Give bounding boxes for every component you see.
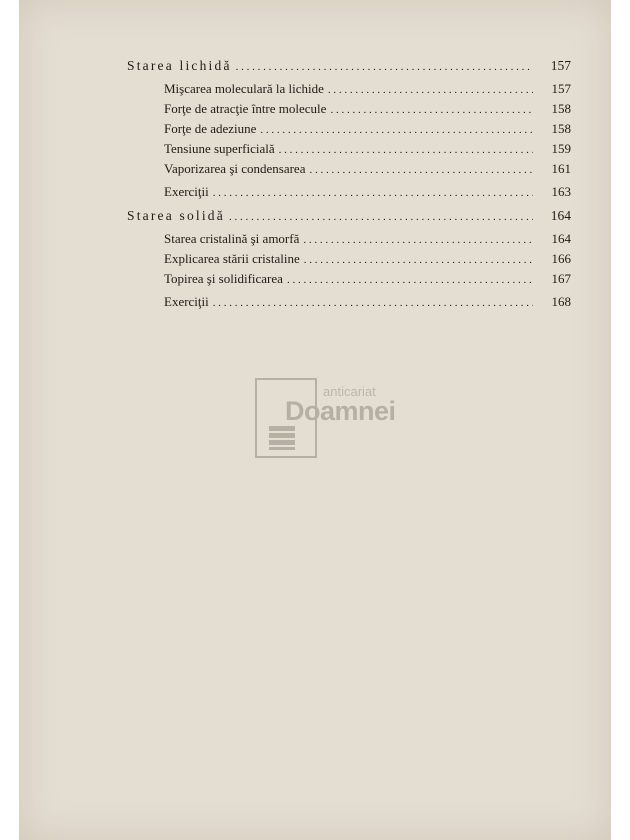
toc-section-title: Starea lichidă [127,58,232,73]
dot-leader [260,122,533,139]
dot-leader [304,252,533,269]
dot-leader [229,209,533,226]
toc-entry [127,160,571,180]
toc-entry-title: Forţe de atracţie între molecule [164,101,327,116]
toc-entry [127,80,571,100]
dot-leader [328,82,533,99]
watermark-logo [255,378,415,460]
dot-leader [279,142,533,159]
dot-leader [213,295,533,312]
dot-leader [309,162,533,179]
toc-page-number: 163 [551,184,571,199]
toc-page-number: 161 [551,161,571,176]
toc-page-number: 158 [551,101,571,116]
toc-entry [127,100,571,120]
dot-leader [303,232,533,249]
toc-entry-title: Explicarea stării cristaline [164,251,300,266]
book-page [19,0,611,840]
toc-section-solid [127,207,571,230]
toc-entry-title: Vaporizarea şi condensarea [164,161,306,176]
toc-entry-title: Exerciţii [164,184,209,199]
toc-page-number: 157 [550,58,571,73]
toc-entry [127,183,571,203]
toc-page-number: 159 [551,141,571,156]
toc-page-number: 164 [550,208,571,223]
toc-page-number: 166 [551,251,571,266]
toc-entry [127,120,571,140]
dot-leader [213,185,533,202]
toc-page-number: 157 [551,81,571,96]
toc-entry [127,230,571,250]
dot-leader [330,102,533,119]
toc-entry [127,250,571,270]
dot-leader [287,272,533,289]
toc-section-title: Starea solidă [127,208,225,223]
watermark-top-text: anticariat [323,384,376,399]
toc-entry-title: Tensiune superficială [164,141,275,156]
toc-page-number: 158 [551,121,571,136]
toc-page-number: 167 [551,271,571,286]
toc-entry-title: Starea cristalină şi amorfă [164,231,300,246]
toc-page-number: 168 [551,294,571,309]
toc-entry-title: Forţe de adeziune [164,121,257,136]
toc-entry [127,140,571,160]
toc-section-liquid [127,57,571,80]
books-icon [269,426,295,450]
toc-entry-title: Topirea şi solidificarea [164,271,283,286]
table-of-contents [127,57,571,313]
toc-entry [127,270,571,290]
toc-entry-title: Mişcarea moleculară la lichide [164,81,324,96]
toc-entry-title: Exerciţii [164,294,209,309]
toc-page-number: 164 [551,231,571,246]
toc-entry [127,293,571,313]
dot-leader [236,59,533,76]
watermark-main-text: Doamnei [285,396,396,426]
